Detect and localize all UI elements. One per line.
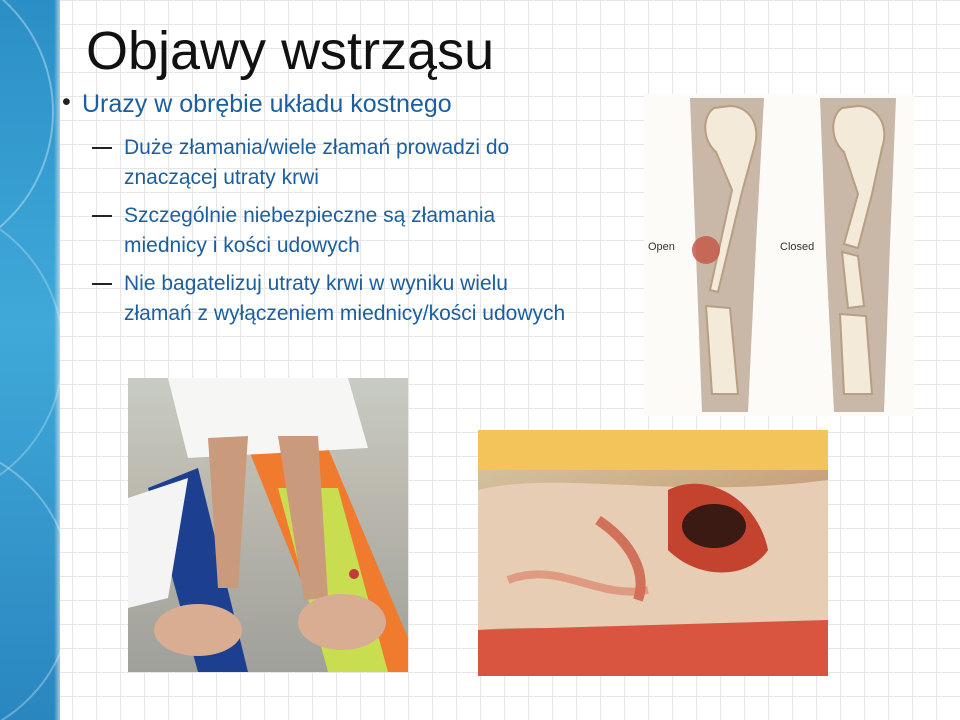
label-closed: Closed — [780, 241, 815, 253]
bullet-main-text: Urazy w obrębie układu kostnego — [82, 90, 452, 118]
legs-photo-svg — [128, 378, 408, 672]
wound-photo-svg — [478, 430, 828, 676]
subitem-3-line2: złamań z wyłączeniem miednicy/kości udowych — [124, 302, 566, 325]
subitem-1-line2: znaczącej utraty krwi — [124, 166, 319, 189]
tibia-right — [840, 314, 872, 394]
left-decorative-band — [0, 0, 60, 720]
subitem-3-line1: Nie bagatelizuj utraty krwi w wyniku wielu — [124, 272, 508, 295]
dash-marker — [92, 283, 112, 285]
open-wound-mark — [692, 236, 720, 264]
subitem-2-line1: Szczególnie niebezpieczne są złamania — [124, 204, 496, 227]
slide-title: Objawy wstrząsu — [86, 21, 495, 81]
subitem-1 — [62, 133, 652, 193]
subitem-3 — [62, 269, 652, 329]
subitem-2-line2: miednicy i kości udowych — [124, 234, 360, 257]
legs-on-board-photo — [128, 378, 408, 672]
dash-marker — [92, 147, 112, 149]
open-fracture-wound-photo — [478, 430, 828, 676]
dash-marker — [92, 215, 112, 217]
slide-content — [62, 90, 652, 337]
bullet-main — [62, 90, 652, 119]
subitem-1-line1: Duże złamania/wiele złamań prowadzi do — [124, 136, 510, 159]
subitem-2 — [62, 201, 652, 261]
fracture-diagram — [644, 94, 914, 416]
bullet-dot: • — [62, 88, 71, 116]
label-open: Open — [648, 241, 675, 253]
fracture-diagram-svg — [644, 94, 914, 416]
